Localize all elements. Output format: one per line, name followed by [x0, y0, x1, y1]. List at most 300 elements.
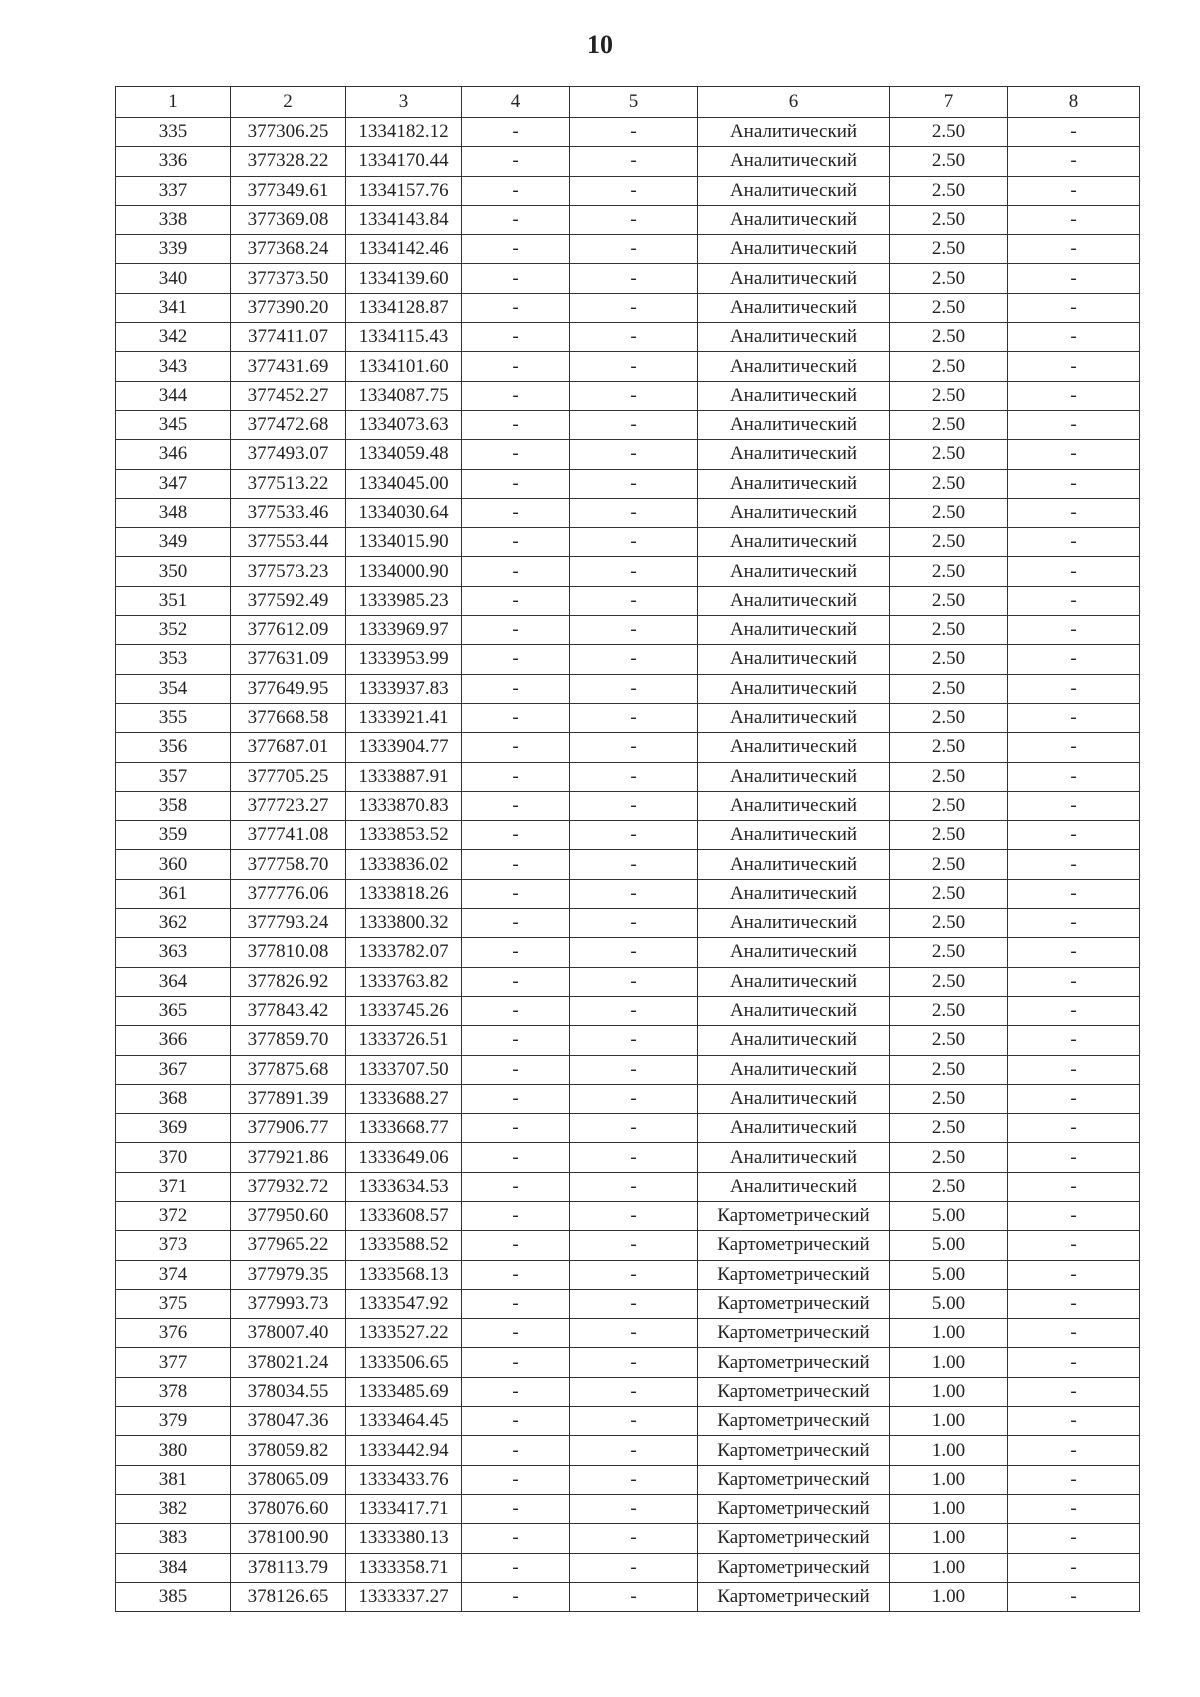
table-cell-col-5: - [570, 1026, 698, 1055]
table-row [116, 938, 1140, 967]
table-cell-col-6: Аналитический [698, 674, 890, 703]
table-cell-col-3: 1333745.26 [346, 996, 462, 1025]
table-cell-col-3: 1334073.63 [346, 410, 462, 439]
table-row [116, 410, 1140, 439]
table-cell-col-5: - [570, 821, 698, 850]
table-cell-col-8: - [1008, 440, 1140, 469]
table-cell-col-7: 1.00 [890, 1465, 1008, 1494]
table-cell-col-4: - [462, 1114, 570, 1143]
table-cell-col-8: - [1008, 381, 1140, 410]
table-cell-col-8: - [1008, 1465, 1140, 1494]
table-cell-col-8: - [1008, 1260, 1140, 1289]
table-cell-col-6: Аналитический [698, 147, 890, 176]
table-cell-col-6: Аналитический [698, 938, 890, 967]
table-cell-col-6: Аналитический [698, 1114, 890, 1143]
table-cell-col-2: 377793.24 [231, 909, 346, 938]
table-cell-col-1: 352 [116, 616, 231, 645]
table-cell-col-6: Аналитический [698, 410, 890, 439]
table-cell-col-8: - [1008, 1084, 1140, 1113]
table-cell-col-4: - [462, 850, 570, 879]
table-cell-col-6: Картометрический [698, 1524, 890, 1553]
column-header-3: 3 [346, 87, 462, 118]
column-header-1: 1 [116, 87, 231, 118]
table-cell-col-8: - [1008, 176, 1140, 205]
table-cell-col-3: 1333417.71 [346, 1494, 462, 1523]
table-cell-col-3: 1333568.13 [346, 1260, 462, 1289]
table-cell-col-3: 1333985.23 [346, 586, 462, 615]
table-cell-col-7: 2.50 [890, 909, 1008, 938]
table-cell-col-1: 374 [116, 1260, 231, 1289]
table-cell-col-2: 377758.70 [231, 850, 346, 879]
table-cell-col-6: Картометрический [698, 1407, 890, 1436]
table-cell-col-5: - [570, 1260, 698, 1289]
table-cell-col-5: - [570, 1377, 698, 1406]
table-cell-col-5: - [570, 235, 698, 264]
table-cell-col-8: - [1008, 528, 1140, 557]
table-cell-col-3: 1333969.97 [346, 616, 462, 645]
table-cell-col-1: 348 [116, 498, 231, 527]
table-cell-col-1: 368 [116, 1084, 231, 1113]
table-cell-col-2: 377859.70 [231, 1026, 346, 1055]
table-cell-col-6: Аналитический [698, 528, 890, 557]
table-cell-col-4: - [462, 586, 570, 615]
table-row [116, 586, 1140, 615]
table-cell-col-6: Аналитический [698, 645, 890, 674]
table-cell-col-6: Аналитический [698, 176, 890, 205]
table-cell-col-7: 2.50 [890, 733, 1008, 762]
table-cell-col-4: - [462, 1289, 570, 1318]
column-header-6: 6 [698, 87, 890, 118]
table-cell-col-3: 1334101.60 [346, 352, 462, 381]
table-cell-col-3: 1334142.46 [346, 235, 462, 264]
table-cell-col-5: - [570, 205, 698, 234]
table-cell-col-1: 370 [116, 1143, 231, 1172]
table-cell-col-3: 1334030.64 [346, 498, 462, 527]
table-cell-col-5: - [570, 1524, 698, 1553]
table-cell-col-8: - [1008, 645, 1140, 674]
table-cell-col-3: 1333887.91 [346, 762, 462, 791]
table-row [116, 440, 1140, 469]
table-row [116, 528, 1140, 557]
table-cell-col-1: 346 [116, 440, 231, 469]
table-cell-col-2: 377390.20 [231, 293, 346, 322]
table-cell-col-2: 377932.72 [231, 1172, 346, 1201]
table-cell-col-6: Аналитический [698, 235, 890, 264]
table-cell-col-6: Картометрический [698, 1377, 890, 1406]
table-cell-col-7: 2.50 [890, 938, 1008, 967]
table-cell-col-2: 377891.39 [231, 1084, 346, 1113]
table-cell-col-5: - [570, 293, 698, 322]
table-cell-col-8: - [1008, 1524, 1140, 1553]
table-cell-col-1: 373 [116, 1231, 231, 1260]
table-cell-col-4: - [462, 1465, 570, 1494]
table-cell-col-4: - [462, 352, 570, 381]
table-cell-col-6: Картометрический [698, 1436, 890, 1465]
table-cell-col-1: 355 [116, 703, 231, 732]
table-cell-col-8: - [1008, 674, 1140, 703]
table-row [116, 967, 1140, 996]
table-cell-col-8: - [1008, 118, 1140, 147]
table-cell-col-7: 1.00 [890, 1319, 1008, 1348]
table-cell-col-1: 339 [116, 235, 231, 264]
column-header-8: 8 [1008, 87, 1140, 118]
table-cell-col-7: 2.50 [890, 410, 1008, 439]
table-cell-col-7: 2.50 [890, 821, 1008, 850]
table-cell-col-6: Картометрический [698, 1319, 890, 1348]
table-cell-col-3: 1334139.60 [346, 264, 462, 293]
table-cell-col-1: 349 [116, 528, 231, 557]
table-cell-col-6: Аналитический [698, 557, 890, 586]
table-cell-col-6: Аналитический [698, 996, 890, 1025]
table-cell-col-4: - [462, 323, 570, 352]
table-cell-col-5: - [570, 381, 698, 410]
table-cell-col-4: - [462, 176, 570, 205]
table-cell-col-8: - [1008, 557, 1140, 586]
table-cell-col-1: 372 [116, 1201, 231, 1230]
table-cell-col-8: - [1008, 235, 1140, 264]
table-cell-col-3: 1333337.27 [346, 1582, 462, 1611]
table-cell-col-2: 377906.77 [231, 1114, 346, 1143]
table-cell-col-6: Аналитический [698, 1026, 890, 1055]
table-cell-col-8: - [1008, 410, 1140, 439]
table-cell-col-1: 376 [116, 1319, 231, 1348]
table-cell-col-1: 382 [116, 1494, 231, 1523]
table-row [116, 1084, 1140, 1113]
table-cell-col-2: 377950.60 [231, 1201, 346, 1230]
table-cell-col-3: 1333921.41 [346, 703, 462, 732]
table-cell-col-8: - [1008, 1143, 1140, 1172]
table-cell-col-4: - [462, 1026, 570, 1055]
table-cell-col-7: 2.50 [890, 440, 1008, 469]
table-cell-col-2: 377533.46 [231, 498, 346, 527]
table-cell-col-6: Картометрический [698, 1348, 890, 1377]
table-cell-col-6: Аналитический [698, 821, 890, 850]
table-row [116, 323, 1140, 352]
table-cell-col-5: - [570, 557, 698, 586]
table-cell-col-4: - [462, 1201, 570, 1230]
table-cell-col-2: 378100.90 [231, 1524, 346, 1553]
table-cell-col-5: - [570, 1201, 698, 1230]
table-cell-col-5: - [570, 1172, 698, 1201]
table-cell-col-7: 2.50 [890, 293, 1008, 322]
table-cell-col-3: 1333588.52 [346, 1231, 462, 1260]
table-cell-col-8: - [1008, 1319, 1140, 1348]
table-cell-col-2: 377668.58 [231, 703, 346, 732]
table-cell-col-2: 378126.65 [231, 1582, 346, 1611]
table-cell-col-1: 358 [116, 791, 231, 820]
table-cell-col-7: 2.50 [890, 879, 1008, 908]
column-header-7: 7 [890, 87, 1008, 118]
table-cell-col-6: Аналитический [698, 352, 890, 381]
table-row [116, 616, 1140, 645]
table-row [116, 1026, 1140, 1055]
table-cell-col-4: - [462, 821, 570, 850]
table-cell-col-3: 1333937.83 [346, 674, 462, 703]
table-cell-col-5: - [570, 176, 698, 205]
table-cell-col-4: - [462, 118, 570, 147]
table-cell-col-6: Аналитический [698, 616, 890, 645]
table-cell-col-2: 377965.22 [231, 1231, 346, 1260]
table-cell-col-6: Аналитический [698, 498, 890, 527]
column-header-5: 5 [570, 87, 698, 118]
table-cell-col-2: 377776.06 [231, 879, 346, 908]
table-cell-col-4: - [462, 645, 570, 674]
table-cell-col-6: Аналитический [698, 879, 890, 908]
table-cell-col-3: 1333726.51 [346, 1026, 462, 1055]
table-cell-col-5: - [570, 440, 698, 469]
table-cell-col-5: - [570, 1055, 698, 1084]
table-row [116, 1114, 1140, 1143]
table-cell-col-8: - [1008, 1201, 1140, 1230]
table-cell-col-6: Картометрический [698, 1231, 890, 1260]
table-cell-col-5: - [570, 909, 698, 938]
table-cell-col-1: 361 [116, 879, 231, 908]
table-cell-col-5: - [570, 1084, 698, 1113]
table-cell-col-8: - [1008, 791, 1140, 820]
table-row [116, 850, 1140, 879]
table-cell-col-6: Картометрический [698, 1582, 890, 1611]
table-cell-col-8: - [1008, 821, 1140, 850]
table-cell-col-1: 357 [116, 762, 231, 791]
table-cell-col-2: 377431.69 [231, 352, 346, 381]
table-cell-col-1: 363 [116, 938, 231, 967]
table-cell-col-1: 360 [116, 850, 231, 879]
table-row [116, 1465, 1140, 1494]
page-number: 10 [587, 30, 613, 59]
table-row [116, 1582, 1140, 1611]
table-cell-col-2: 377687.01 [231, 733, 346, 762]
table-cell-col-3: 1333527.22 [346, 1319, 462, 1348]
table-row [116, 1377, 1140, 1406]
table-row [116, 1231, 1140, 1260]
table-cell-col-2: 377592.49 [231, 586, 346, 615]
table-cell-col-6: Аналитический [698, 586, 890, 615]
table-cell-col-4: - [462, 909, 570, 938]
table-row [116, 381, 1140, 410]
table-cell-col-6: Картометрический [698, 1260, 890, 1289]
table-cell-col-1: 354 [116, 674, 231, 703]
table-cell-col-7: 2.50 [890, 616, 1008, 645]
table-cell-col-1: 364 [116, 967, 231, 996]
table-cell-col-5: - [570, 645, 698, 674]
table-cell-col-6: Аналитический [698, 762, 890, 791]
table-cell-col-5: - [570, 410, 698, 439]
table-cell-col-4: - [462, 1260, 570, 1289]
table-cell-col-2: 377843.42 [231, 996, 346, 1025]
table-cell-col-3: 1334128.87 [346, 293, 462, 322]
table-cell-col-6: Аналитический [698, 118, 890, 147]
table-cell-col-1: 344 [116, 381, 231, 410]
table-cell-col-7: 2.50 [890, 586, 1008, 615]
table-cell-col-4: - [462, 1407, 570, 1436]
table-cell-col-7: 5.00 [890, 1260, 1008, 1289]
table-body [116, 118, 1140, 1612]
table-cell-col-1: 351 [116, 586, 231, 615]
table-cell-col-4: - [462, 1348, 570, 1377]
table-cell-col-5: - [570, 586, 698, 615]
table-cell-col-6: Аналитический [698, 967, 890, 996]
table-cell-col-7: 2.50 [890, 528, 1008, 557]
table-cell-col-5: - [570, 1319, 698, 1348]
table-cell-col-2: 378034.55 [231, 1377, 346, 1406]
table-cell-col-7: 1.00 [890, 1553, 1008, 1582]
table-cell-col-1: 359 [116, 821, 231, 850]
table-row [116, 1348, 1140, 1377]
table-cell-col-8: - [1008, 586, 1140, 615]
table-row [116, 557, 1140, 586]
table-cell-col-4: - [462, 264, 570, 293]
table-cell-col-7: 1.00 [890, 1436, 1008, 1465]
table-cell-col-3: 1334143.84 [346, 205, 462, 234]
table-cell-col-5: - [570, 791, 698, 820]
table-cell-col-3: 1334059.48 [346, 440, 462, 469]
table-cell-col-3: 1334157.76 [346, 176, 462, 205]
table-cell-col-6: Картометрический [698, 1201, 890, 1230]
table-cell-col-6: Картометрический [698, 1465, 890, 1494]
table-cell-col-5: - [570, 1114, 698, 1143]
table-row [116, 703, 1140, 732]
table-cell-col-7: 2.50 [890, 381, 1008, 410]
table-cell-col-3: 1334170.44 [346, 147, 462, 176]
table-cell-col-2: 378047.36 [231, 1407, 346, 1436]
table-cell-col-6: Аналитический [698, 1143, 890, 1172]
table-cell-col-4: - [462, 469, 570, 498]
table-cell-col-2: 377349.61 [231, 176, 346, 205]
table-cell-col-1: 377 [116, 1348, 231, 1377]
table-cell-col-4: - [462, 1231, 570, 1260]
table-cell-col-2: 377472.68 [231, 410, 346, 439]
table-cell-col-5: - [570, 1407, 698, 1436]
table-cell-col-3: 1333485.69 [346, 1377, 462, 1406]
table-cell-col-8: - [1008, 264, 1140, 293]
coordinates-table [115, 86, 1140, 1612]
table-cell-col-5: - [570, 762, 698, 791]
table-cell-col-8: - [1008, 850, 1140, 879]
table-cell-col-8: - [1008, 733, 1140, 762]
table-cell-col-5: - [570, 733, 698, 762]
table-row [116, 1524, 1140, 1553]
table-cell-col-4: - [462, 938, 570, 967]
table-cell-col-3: 1333547.92 [346, 1289, 462, 1318]
table-cell-col-5: - [570, 1143, 698, 1172]
table-cell-col-1: 383 [116, 1524, 231, 1553]
table-cell-col-2: 378065.09 [231, 1465, 346, 1494]
table-cell-col-5: - [570, 1465, 698, 1494]
table-cell-col-6: Аналитический [698, 440, 890, 469]
table-cell-col-4: - [462, 1436, 570, 1465]
table-cell-col-5: - [570, 264, 698, 293]
table-cell-col-5: - [570, 118, 698, 147]
table-row [116, 1553, 1140, 1582]
table-cell-col-8: - [1008, 879, 1140, 908]
table-cell-col-2: 377741.08 [231, 821, 346, 850]
table-cell-col-5: - [570, 996, 698, 1025]
table-cell-col-1: 342 [116, 323, 231, 352]
table-row [116, 1494, 1140, 1523]
table-cell-col-5: - [570, 1231, 698, 1260]
table-cell-col-2: 377649.95 [231, 674, 346, 703]
table-cell-col-6: Аналитический [698, 469, 890, 498]
table-cell-col-1: 380 [116, 1436, 231, 1465]
table-cell-col-8: - [1008, 1348, 1140, 1377]
table-cell-col-3: 1333836.02 [346, 850, 462, 879]
table-cell-col-4: - [462, 557, 570, 586]
table-cell-col-7: 2.50 [890, 205, 1008, 234]
table-cell-col-1: 366 [116, 1026, 231, 1055]
table-cell-col-6: Аналитический [698, 791, 890, 820]
table-cell-col-7: 2.50 [890, 1084, 1008, 1113]
table-cell-col-8: - [1008, 1026, 1140, 1055]
table-cell-col-8: - [1008, 1582, 1140, 1611]
table-cell-col-5: - [570, 352, 698, 381]
table-cell-col-1: 340 [116, 264, 231, 293]
table-row [116, 1143, 1140, 1172]
table-cell-col-8: - [1008, 498, 1140, 527]
table-cell-col-5: - [570, 850, 698, 879]
table-cell-col-8: - [1008, 147, 1140, 176]
table-cell-col-2: 377993.73 [231, 1289, 346, 1318]
table-cell-col-4: - [462, 205, 570, 234]
table-cell-col-7: 1.00 [890, 1407, 1008, 1436]
table-row [116, 879, 1140, 908]
table-cell-col-7: 1.00 [890, 1348, 1008, 1377]
table-cell-col-4: - [462, 235, 570, 264]
table-cell-col-2: 378113.79 [231, 1553, 346, 1582]
table-cell-col-6: Аналитический [698, 293, 890, 322]
table-cell-col-8: - [1008, 1172, 1140, 1201]
table-cell-col-4: - [462, 1494, 570, 1523]
table-cell-col-5: - [570, 938, 698, 967]
table-row [116, 498, 1140, 527]
table-cell-col-5: - [570, 1436, 698, 1465]
table-cell-col-4: - [462, 410, 570, 439]
table-cell-col-7: 2.50 [890, 235, 1008, 264]
table-cell-col-8: - [1008, 616, 1140, 645]
table-cell-col-6: Аналитический [698, 323, 890, 352]
table-cell-col-1: 336 [116, 147, 231, 176]
table-cell-col-4: - [462, 879, 570, 908]
table-cell-col-8: - [1008, 703, 1140, 732]
table-cell-col-8: - [1008, 1114, 1140, 1143]
table-row [116, 235, 1140, 264]
table-cell-col-8: - [1008, 762, 1140, 791]
table-cell-col-4: - [462, 1172, 570, 1201]
table-cell-col-7: 2.50 [890, 645, 1008, 674]
table-row [116, 1436, 1140, 1465]
table-cell-col-5: - [570, 674, 698, 703]
table-cell-col-3: 1333782.07 [346, 938, 462, 967]
table-cell-col-3: 1333380.13 [346, 1524, 462, 1553]
table-cell-col-2: 378059.82 [231, 1436, 346, 1465]
table-cell-col-5: - [570, 528, 698, 557]
table-cell-col-2: 377493.07 [231, 440, 346, 469]
table-row [116, 909, 1140, 938]
table-cell-col-6: Аналитический [698, 1084, 890, 1113]
table-cell-col-3: 1333668.77 [346, 1114, 462, 1143]
table-cell-col-1: 362 [116, 909, 231, 938]
table-row [116, 821, 1140, 850]
table-cell-col-8: - [1008, 1289, 1140, 1318]
table-cell-col-6: Аналитический [698, 1172, 890, 1201]
table-cell-col-7: 2.50 [890, 176, 1008, 205]
table-cell-col-2: 377369.08 [231, 205, 346, 234]
table-cell-col-3: 1334087.75 [346, 381, 462, 410]
table-cell-col-3: 1333464.45 [346, 1407, 462, 1436]
table-cell-col-1: 384 [116, 1553, 231, 1582]
table-row [116, 1201, 1140, 1230]
table-cell-col-2: 377810.08 [231, 938, 346, 967]
table-cell-col-8: - [1008, 996, 1140, 1025]
